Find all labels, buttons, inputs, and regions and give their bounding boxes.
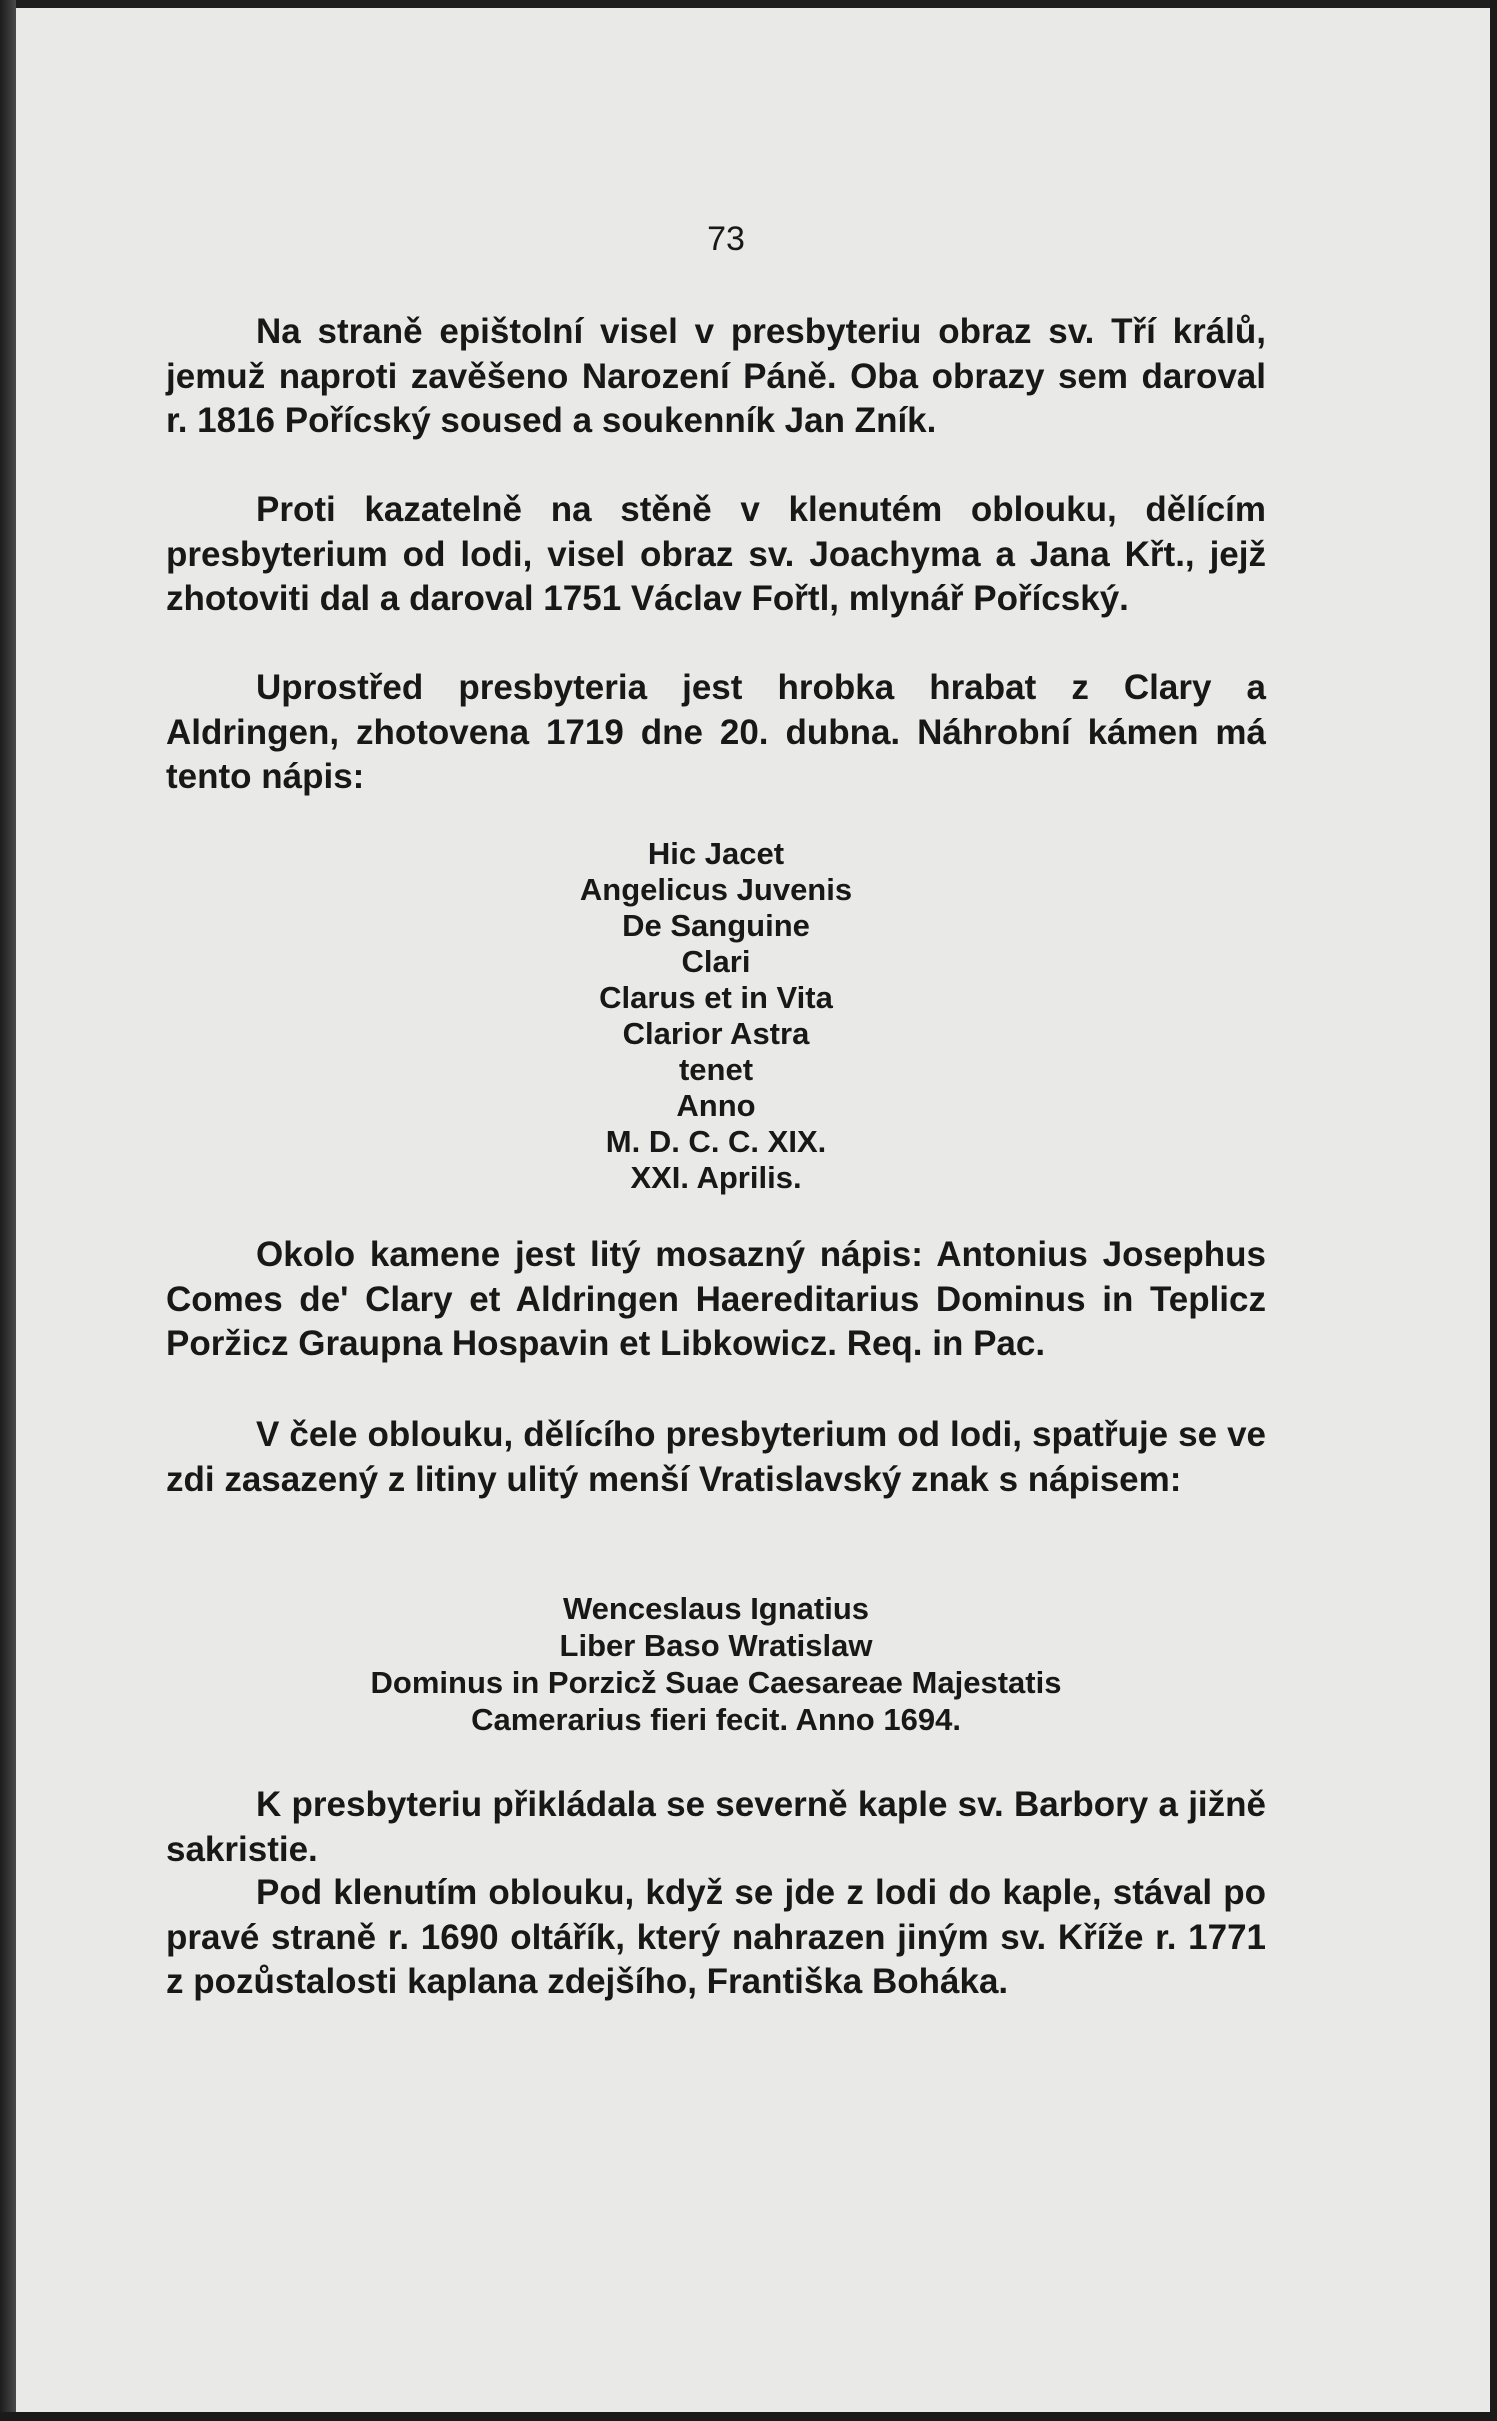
- paragraph-altar: [166, 1871, 1266, 2005]
- inscription-line: XXI. Aprilis.: [630, 1160, 802, 1195]
- inscription-line: Hic Jacet: [647, 836, 785, 871]
- inscription-line: Wenceslaus Ignatius: [562, 1591, 870, 1626]
- inscription-line: Clarus et in Vita: [599, 980, 833, 1015]
- paragraph-text: Na straně epištolní visel v presbyteriu obraz sv. Tří králů, jemuž naproti zavěšeno Narození Páně. Oba obrazy sem daroval r. 1816 Pořícský soused a soukenník Jan Zník.: [166, 312, 1266, 440]
- scan-edge-right: [1490, 0, 1497, 2421]
- coat-of-arms-inscription: [166, 1590, 1266, 1738]
- paragraph-text: V čele oblouku, dělícího presbyterium od lodi, spatřuje se ve zdi zasazený z litiny ulitý menší Vratislavský znak s nápisem:: [166, 1415, 1266, 1499]
- page-number: 73: [707, 220, 745, 258]
- book-page: [16, 8, 1490, 2412]
- inscription-line: Dominus in Porzicž Suae Caesareae Majestatis: [370, 1665, 1062, 1700]
- paragraph-pulpit: [166, 488, 1266, 622]
- paragraph-coat-of-arms: [166, 1413, 1266, 1502]
- paragraph-chapel: [166, 1783, 1266, 1872]
- paragraph-text: K presbyteriu přikládala se severně kaple sv. Barbory a jižně sakristie.: [166, 1785, 1266, 1869]
- paragraph-brass-inscription: [166, 1233, 1266, 1367]
- inscription-line: M. D. C. C. XIX.: [605, 1124, 827, 1159]
- scan-edge-top: [0, 0, 1497, 8]
- inscription-line: Clari: [681, 944, 751, 979]
- inscription-line: Angelicus Juvenis: [579, 872, 853, 907]
- inscription-line: De Sanguine: [622, 908, 810, 943]
- inscription-line: Liber Baso Wratislaw: [559, 1628, 873, 1663]
- paragraph-text: Uprostřed presbyteria jest hrobka hrabat z Clary a Aldringen, zhotovena 1719 dne 20. dubna. Náhrobní kámen má tento nápis:: [166, 668, 1266, 796]
- scan-edge-left: [0, 0, 16, 2421]
- inscription-line: Camerarius fieri fecit. Anno 1694.: [471, 1702, 961, 1737]
- scan-edge-bottom: [0, 2412, 1497, 2421]
- inscription-line: tenet: [678, 1052, 754, 1087]
- paragraph-text: Okolo kamene jest litý mosazný nápis: Antonius Josephus Comes de' Clary et Aldringen Haereditarius Dominus in Teplicz Poržicz Graupna Hospavin et Libkowicz. Req. in Pac.: [166, 1235, 1266, 1363]
- paragraph-epistle-side: [166, 310, 1266, 444]
- tombstone-inscription: [166, 836, 1266, 1196]
- paragraph-crypt: [166, 666, 1266, 800]
- paragraph-text: Proti kazatelně na stěně v klenutém oblouku, dělícím presbyterium od lodi, visel obraz sv. Joachyma a Jana Křt., jejž zhotoviti dal a daroval 1751 Václav Fořtl, mlynář Pořícský.: [166, 490, 1266, 618]
- inscription-line: Clarior Astra: [622, 1016, 810, 1051]
- paragraph-text: Pod klenutím oblouku, když se jde z lodi do kaple, stával po pravé straně r. 1690 oltářík, který nahrazen jiným sv. Kříže r. 1771 z pozůstalosti kaplana zdejšího, Františka Boháka.: [166, 1873, 1266, 2001]
- inscription-line: Anno: [676, 1088, 756, 1123]
